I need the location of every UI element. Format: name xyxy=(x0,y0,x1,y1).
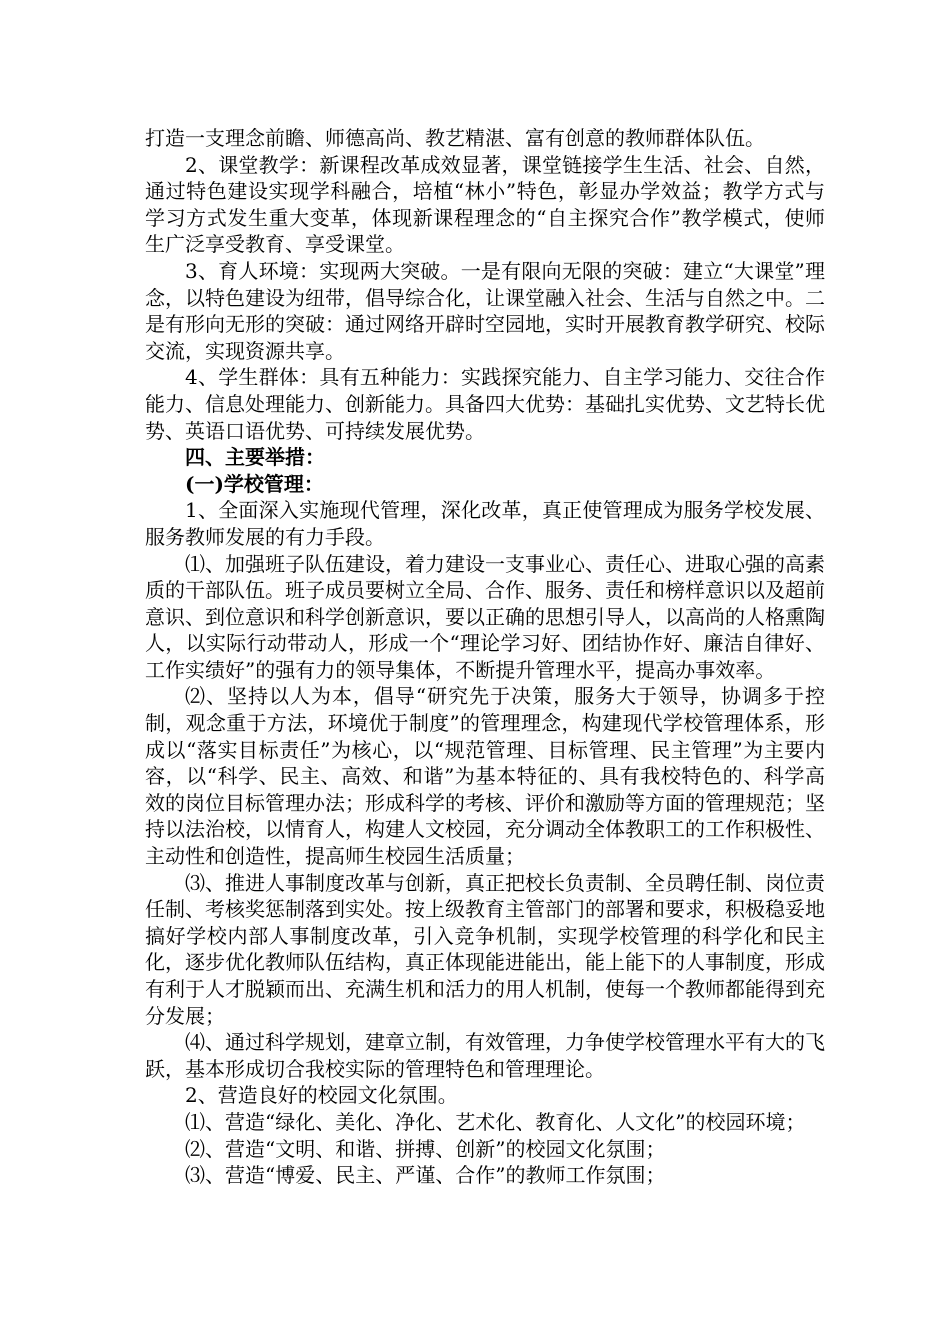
paragraph-personnel-reform: ⑶、推进人事制度改革与创新，真正把校长负责制、全员聘任制、岗位责任制、考核奖惩制落到实处。按上级教育主管部门的部署和要求，积极稳妥地搞好学校内部人事制度改革，引入竞争机制，实现学校管理的科学化和民主化，逐步优化教师队伍结构，真正体现能进能出，能上能下的人事制度，形成有利于人才脱颖而出、充满生机和活力的用人机制，使每一个教师都能得到充分发展； xyxy=(145,870,825,1028)
document-page xyxy=(145,125,825,1189)
paragraph-modern-management: 1、全面深入实施现代管理，深化改革，真正使管理成为服务学校发展、服务教师发展的有力手段。 xyxy=(145,498,825,549)
paragraph-education-environment: 3、育人环境：实现两大突破。一是有限向无限的突破：建立“大课堂”理念，以特色建设为纽带，倡导综合化，让课堂融入社会、生活与自然之中。二是有形向无形的突破：通过网络开辟时空园地，实时开展教育教学研究、校际交流，实现资源共享。 xyxy=(145,258,825,363)
paragraph-cultural-atmosphere: ⑵、营造“文明、和谐、拼搏、创新”的校园文化氛围； xyxy=(185,1136,666,1161)
paragraph-campus-culture: 2、营造良好的校园文化氛围。 xyxy=(185,1083,458,1108)
paragraph-campus-environment: ⑴、营造“绿化、美化、净化、艺术化、教育化、人文化”的校园环境； xyxy=(185,1109,806,1134)
section-heading-main-measures: 四、主要举措： xyxy=(185,445,325,470)
subsection-heading-school-management: (一)学校管理： xyxy=(185,471,324,496)
paragraph-teacher-atmosphere: ⑶、营造“博爱、民主、严谨、合作”的教师工作氛围； xyxy=(185,1163,666,1188)
paragraph-leadership-team: ⑴、加强班子队伍建设，着力建设一支事业心、责任心、进取心强的高素质的干部队伍。班子成员要树立全局、合作、服务、责任和榜样意识以及超前意识、到位意识和科学创新意识，要以正确的思想引导人，以高尚的人格熏陶人，以实际行动带动人，形成一个“理论学习好、团结协作好、廉洁自律好、工作实绩好”的强有力的领导集体，不断提升管理水平，提高办事效率。 xyxy=(145,551,825,682)
paragraph-classroom-teaching: 2、课堂教学：新课程改革成效显著，课堂链接学生生活、社会、自然，通过特色建设实现学科融合，培植“林小”特色，彰显办学效益；教学方式与学习方式发生重大变革，体现新课程理念的“自主探究合作”教学模式，使师生广泛享受教育、享受课堂。 xyxy=(145,152,825,257)
paragraph-student-group: 4、学生群体：具有五种能力：实践探究能力、自主学习能力、交往合作能力、信息处理能力、创新能力。具备四大优势：基础扎实优势、文艺特长优势、英语口语优势、可持续发展优势。 xyxy=(145,365,825,443)
paragraph-scientific-planning: ⑷、通过科学规划，建章立制，有效管理，力争使学校管理水平有大的飞跃，基本形成切合我校实际的管理特色和管理理论。 xyxy=(145,1030,825,1081)
paragraph-team-continued: 打造一支理念前瞻、师德高尚、教艺精湛、富有创意的教师群体队伍。 xyxy=(145,126,765,150)
paragraph-people-oriented: ⑵、坚持以人为本，倡导“研究先于决策，服务大于领导，协调多于控制，观念重于方法，环境优于制度”的管理理念，构建现代学校管理体系，形成以“落实目标责任”为核心，以“规范管理、目标管理、民主管理”为主要内容，以“科学、民主、高效、和谐”为基本特征的、具有我校特色的、科学高效的岗位目标管理办法；形成科学的考核、评价和激励等方面的管理规范；坚持以法治校，以情育人，构建人文校园，充分调动全体教职工的工作积极性、主动性和创造性，提高师生校园生活质量； xyxy=(145,684,825,869)
